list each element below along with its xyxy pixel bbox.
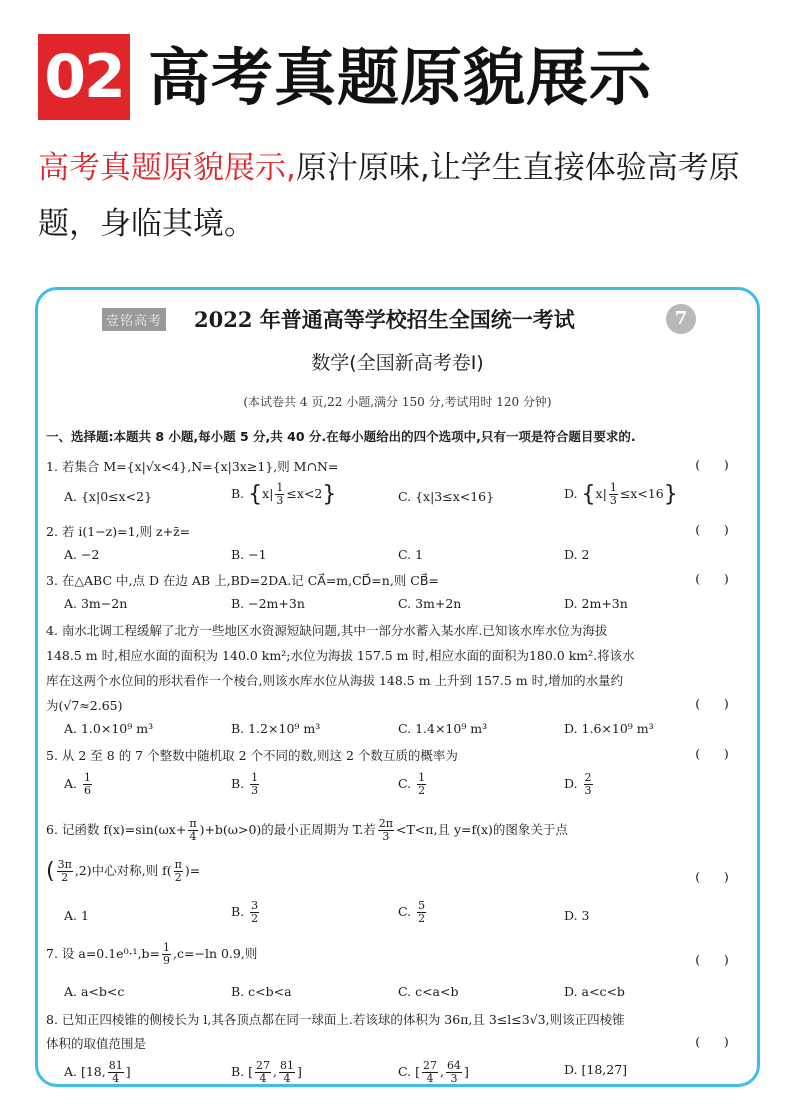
option-b: B. c<b<a <box>231 984 292 999</box>
option-label: B. <box>231 904 245 919</box>
set-condition: ≤x<16 <box>619 486 664 501</box>
intro-text <box>38 140 758 252</box>
option-c: C. c<a<b <box>398 984 459 999</box>
option-label: C. <box>398 776 412 791</box>
option-label: B. [ <box>231 1064 254 1079</box>
question-4-line-1: 4. 南水北调工程缓解了北方一些地区水资源短缺问题,其中一部分水蓄入某水库.已知该水库水位为海拔 <box>46 623 608 638</box>
question-7-part: 7. 设 a=0.1e⁰·¹,b= <box>46 946 161 961</box>
numerator: 1 <box>163 941 171 954</box>
fraction <box>417 900 426 925</box>
fraction <box>255 1060 271 1085</box>
option-d: D. 2m+3n <box>564 596 628 611</box>
section-number-badge: 02 <box>38 34 130 120</box>
numerator: 81 <box>280 1059 294 1072</box>
option-d: D. 3 <box>564 908 590 923</box>
option-b: B. −2m+3n <box>231 596 305 611</box>
question-8-text: 体积的取值范围是 <box>46 1036 147 1051</box>
option-label: A. <box>64 776 78 791</box>
denominator: 9 <box>163 954 171 967</box>
answer-paren: ( ) <box>695 1034 729 1049</box>
fraction <box>584 772 593 797</box>
question-1-stem <box>46 457 746 475</box>
denominator: 4 <box>426 1072 434 1085</box>
answer-paren: ( ) <box>695 522 729 537</box>
numerator: 1 <box>276 481 284 494</box>
option-c <box>398 900 428 925</box>
question-6-part: 6. 记函数 f(x)=sin(ωx+ <box>46 822 187 837</box>
question-5-options <box>46 772 746 808</box>
option-a: A. 1.0×10⁹ m³ <box>64 721 154 736</box>
numerator: 5 <box>418 899 426 912</box>
fraction <box>174 859 183 884</box>
answer-paren: ( ) <box>695 571 729 586</box>
fraction <box>417 772 426 797</box>
question-6-part: ,2)中心对称,则 f( <box>74 863 172 878</box>
question-4-line-2: 148.5 m 时,相应水面的面积为 140.0 km²;水位为海拔 157.5 m 时,相应水面的面积为180.0 km².将该水 <box>46 648 635 663</box>
denominator: 3 <box>584 784 592 797</box>
option-b <box>231 482 336 507</box>
fraction <box>108 1060 124 1085</box>
option-c: C. 3m+2n <box>398 596 462 611</box>
question-4-text: 为(√7≈2.65) <box>46 698 123 713</box>
denominator: 3 <box>251 784 259 797</box>
numerator: π <box>174 858 182 871</box>
numerator: 27 <box>256 1059 271 1072</box>
fraction <box>378 818 394 843</box>
question-4-line-3: 库在这两个水位间的形状看作一个棱台,则该水库水位从海拔 148.5 m 上升到 157.5 m 时,增加的水量约 <box>46 673 624 688</box>
bracket: ] <box>463 1064 469 1079</box>
set-var: x| <box>595 486 607 501</box>
question-6-part: <T<π,且 y=f(x)的图象关于点 <box>396 822 568 837</box>
fraction <box>162 942 171 967</box>
option-c: C. 1.4×10⁹ m³ <box>398 721 488 736</box>
option-label: A. [18, <box>64 1064 106 1079</box>
denominator: 3 <box>450 1072 458 1085</box>
brand-stamp: 壹铭高考 <box>102 308 166 331</box>
answer-paren: ( ) <box>695 869 729 884</box>
right-brace: } <box>663 482 678 507</box>
option-d: D. [18,27] <box>564 1062 628 1077</box>
exam-title: 2022 年普通高等学校招生全国统一考试 <box>194 307 575 332</box>
right-brace: } <box>322 482 337 507</box>
question-2-stem <box>46 522 746 540</box>
numerator: 1 <box>84 771 91 784</box>
fraction <box>250 772 259 797</box>
question-6-options <box>46 900 746 936</box>
option-a: A. a<b<c <box>64 984 125 999</box>
numerator: 1 <box>251 771 259 784</box>
option-label: D. <box>564 776 578 791</box>
left-paren: ( <box>46 859 55 884</box>
option-label: B. <box>231 776 245 791</box>
intro-line1-rest: 原汁原味,让学生直接体验高考原 <box>295 150 740 186</box>
answer-paren: ( ) <box>695 457 729 472</box>
option-label: C. [ <box>398 1064 420 1079</box>
comma: , <box>273 1064 277 1079</box>
denominator: 4 <box>259 1072 267 1085</box>
numerator: 3π <box>57 858 72 871</box>
denominator: 4 <box>283 1072 291 1085</box>
question-3-text: 3. 在△ABC 中,点 D 在边 AB 上,BD=2DA.记 CA⃗=m,CD⃗=n,则 CB⃗= <box>46 573 439 588</box>
question-3-stem <box>46 571 746 589</box>
option-c <box>398 1060 469 1085</box>
answer-paren: ( ) <box>695 746 729 761</box>
question-7-part: ,c=−ln 0.9,则 <box>173 946 258 961</box>
denominator: 2 <box>418 784 426 797</box>
option-a: A. 3m−2n <box>64 596 128 611</box>
set-var: x| <box>262 486 274 501</box>
option-label: B. <box>231 486 245 501</box>
paper-number-badge: 7 <box>666 304 696 334</box>
question-5-stem <box>46 746 746 764</box>
fraction <box>57 859 73 884</box>
exam-preview-card <box>35 287 760 1087</box>
answer-paren: ( ) <box>695 952 729 967</box>
numerator: 2 <box>584 771 592 784</box>
denominator: 3 <box>382 830 390 843</box>
fraction <box>422 1060 438 1085</box>
fraction <box>83 772 92 797</box>
set-condition: ≤x<2 <box>286 486 323 501</box>
bracket: ] <box>297 1064 302 1079</box>
left-brace: { <box>248 482 263 507</box>
option-b: B. 1.2×10⁹ m³ <box>231 721 321 736</box>
option-label: C. <box>398 904 412 919</box>
question-5-text: 5. 从 2 至 8 的 7 个整数中随机取 2 个不同的数,则这 2 个数互质的概率为 <box>46 748 458 763</box>
option-d: D. 2 <box>564 547 590 562</box>
option-d <box>564 482 678 507</box>
answer-paren: ( ) <box>695 696 729 711</box>
question-6-part: )+b(ω>0)的最小正周期为 T.若 <box>199 822 376 837</box>
question-8-options <box>46 1060 746 1087</box>
question-6-part: )= <box>184 863 201 878</box>
numerator: 1 <box>609 481 617 494</box>
fraction <box>275 482 284 507</box>
exam-note: (本试卷共 4 页,22 小题,满分 150 分,考试用时 120 分钟) <box>243 395 552 409</box>
numerator: 1 <box>418 771 426 784</box>
fraction <box>446 1060 462 1085</box>
question-6-line-2 <box>46 859 746 895</box>
denominator: 2 <box>61 871 69 884</box>
fraction <box>250 900 259 925</box>
fraction <box>279 1060 295 1085</box>
numerator: 64 <box>446 1059 461 1072</box>
option-c: C. 1 <box>398 547 424 562</box>
exam-page <box>38 290 757 1085</box>
option-label: D. <box>564 486 578 501</box>
option-a <box>64 1060 131 1085</box>
denominator: 3 <box>276 494 284 507</box>
intro-line2: 题，身临其境。 <box>38 206 255 242</box>
option-d: D. a<c<b <box>564 984 625 999</box>
question-6-line-1 <box>46 818 746 854</box>
option-a: A. −2 <box>64 547 100 562</box>
bracket: ] <box>125 1064 131 1079</box>
numerator: 27 <box>422 1059 437 1072</box>
numerator: 3 <box>251 899 259 912</box>
section-heading: 一、选择题:本题共 8 小题,每小题 5 分,共 40 分.在每小题给出的四个选项中,只有一项是符合题目要求的. <box>46 429 636 444</box>
hero-title: 高考真题原貌展示 <box>148 41 653 114</box>
option-b <box>231 772 261 797</box>
fraction <box>609 482 618 507</box>
question-2-text: 2. 若 i(1−z)=1,则 z+z̄= <box>46 524 191 539</box>
exam-header <box>102 304 702 334</box>
option-a: A. {x|0≤x<2} <box>64 489 153 504</box>
question-1-options <box>46 482 746 514</box>
option-a <box>64 772 94 797</box>
intro-highlight: 高考真题原貌展示, <box>38 150 296 186</box>
denominator: 6 <box>84 784 91 797</box>
option-b <box>231 900 261 925</box>
option-b: B. −1 <box>231 547 267 562</box>
question-8-line-1: 8. 已知正四棱锥的侧棱长为 l,其各顶点都在同一球面上.若该球的体积为 36π,且 3≤l≤3√3,则该正四棱锥 <box>46 1012 625 1027</box>
option-d <box>564 772 595 797</box>
exam-subject: 数学(全国新高考卷Ⅰ) <box>311 352 484 374</box>
comma: , <box>439 1064 444 1079</box>
question-4-line-4 <box>46 696 746 714</box>
denominator: 2 <box>251 912 259 925</box>
left-brace: { <box>581 482 596 507</box>
denominator: 3 <box>609 494 617 507</box>
fraction <box>188 818 197 843</box>
denominator: 4 <box>189 830 197 843</box>
numerator: 81 <box>108 1059 123 1072</box>
option-d: D. 1.6×10⁹ m³ <box>564 721 654 736</box>
denominator: 2 <box>418 912 426 925</box>
question-7-stem <box>46 942 746 978</box>
option-b <box>231 1060 302 1085</box>
numerator: 2π <box>378 817 393 830</box>
option-c: C. {x|3≤x<16} <box>398 489 495 504</box>
question-8-line-2 <box>46 1034 746 1052</box>
denominator: 4 <box>112 1072 120 1085</box>
hero-banner <box>38 28 768 128</box>
option-a: A. 1 <box>64 908 89 923</box>
question-1-text: 1. 若集合 M={x|√x<4},N={x|3x≥1},则 M∩N= <box>46 459 339 474</box>
option-c <box>398 772 428 797</box>
denominator: 2 <box>174 871 182 884</box>
numerator: π <box>189 817 197 830</box>
